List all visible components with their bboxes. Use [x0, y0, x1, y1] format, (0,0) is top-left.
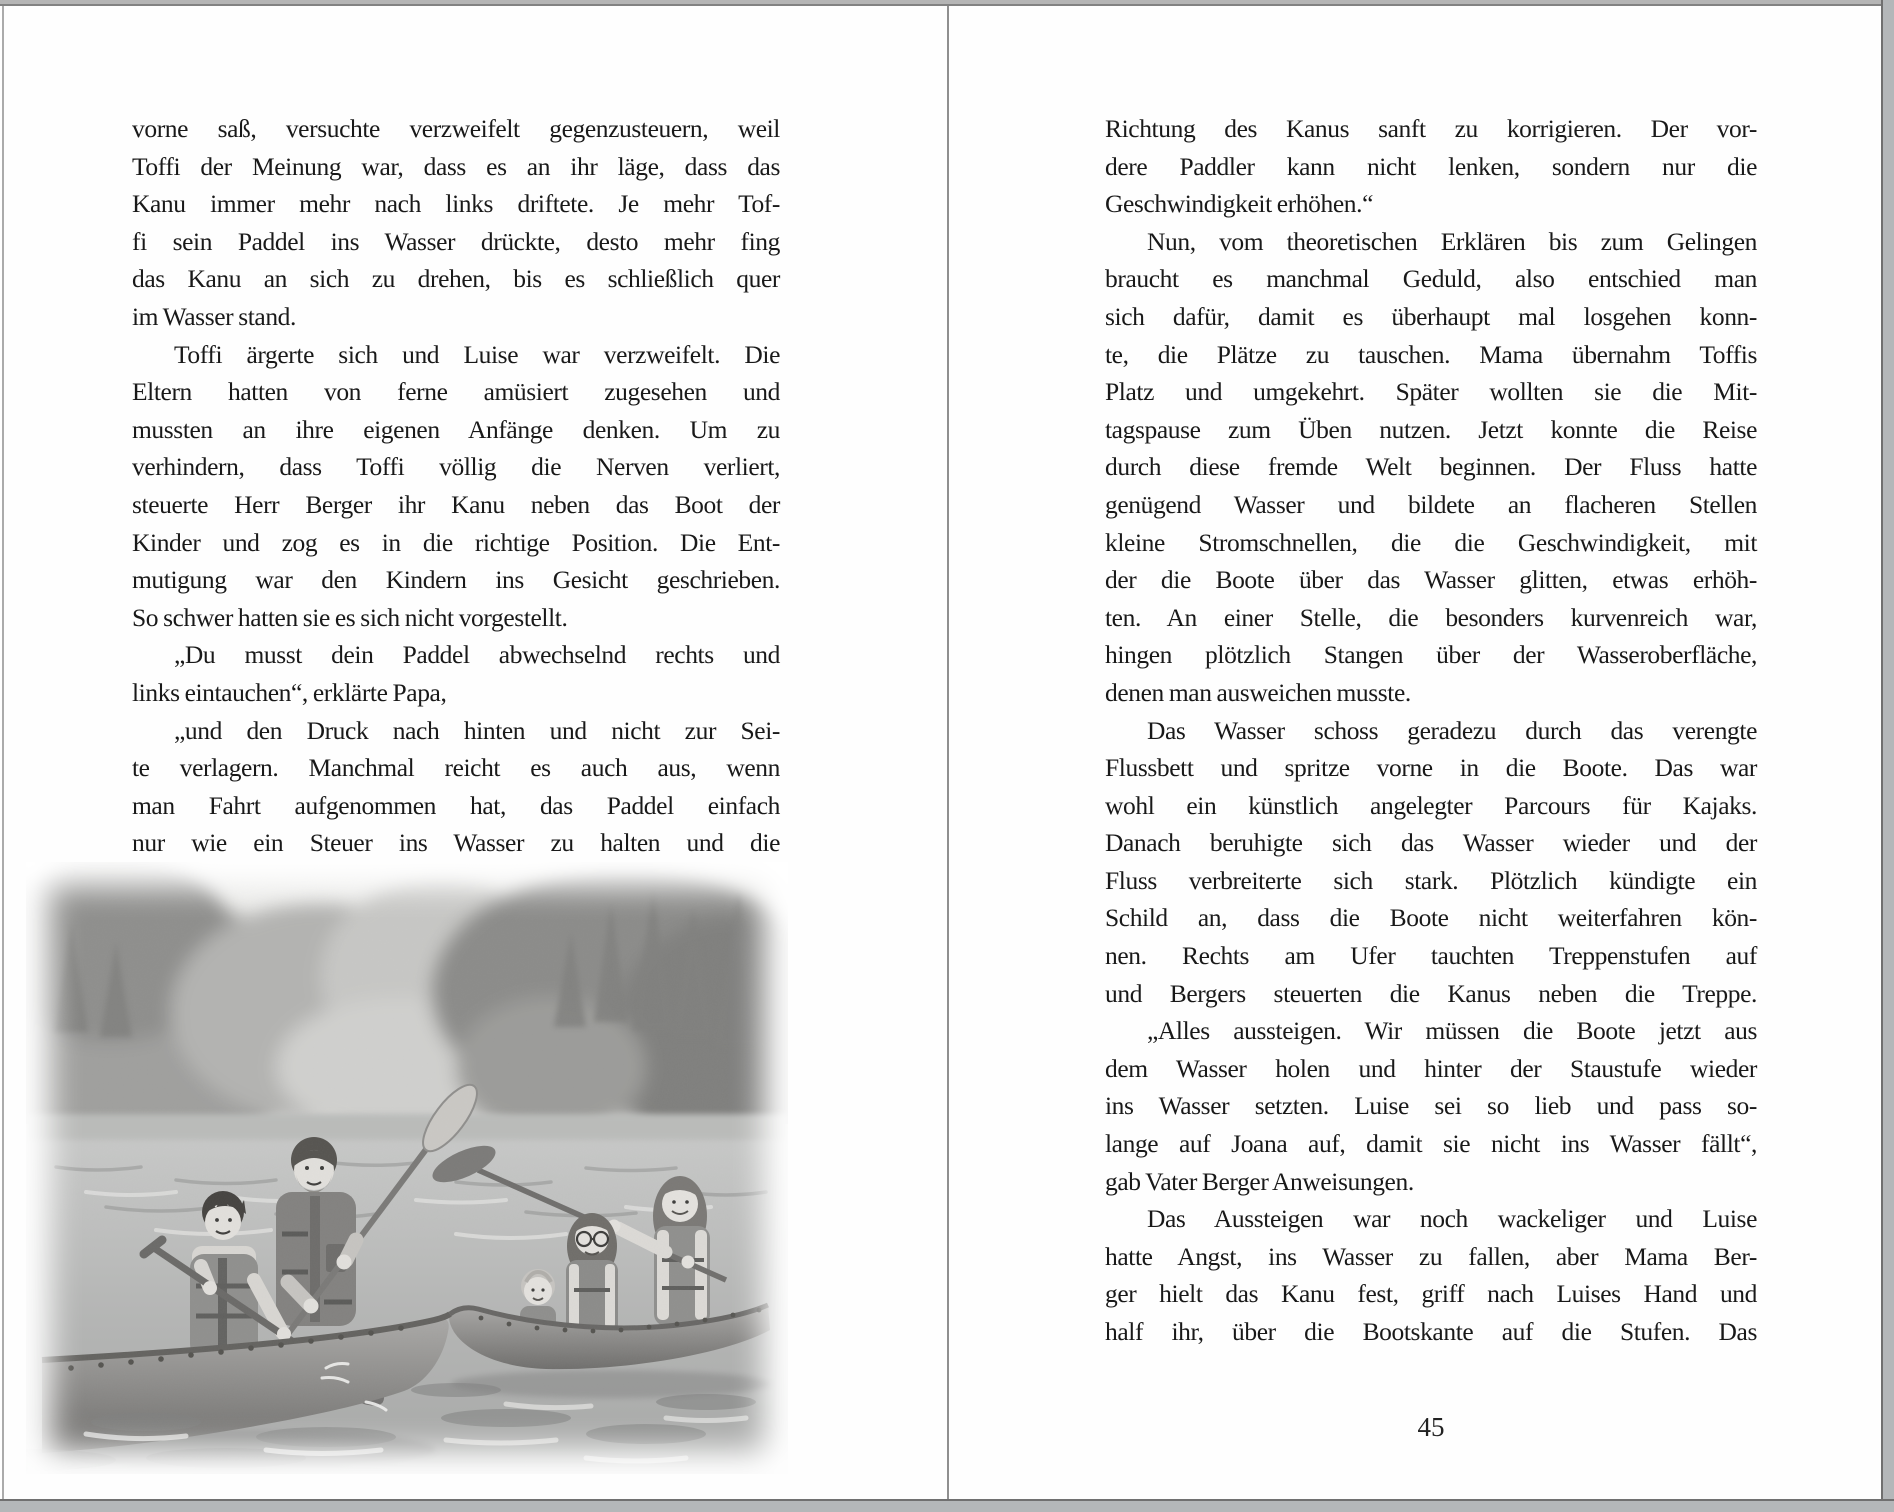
text-line: man Fahrt aufgenommen hat, das Paddel einfach [132, 790, 780, 820]
text-line: te, die Plätze zu tauschen. Mama übernahm Toffis [1105, 339, 1757, 369]
text-line: dem Wasser holen und hinter der Staustufe wieder [1105, 1053, 1757, 1083]
text-line: hingen plötzlich Stangen über der Wasseroberfläche, [1105, 640, 1757, 670]
text-line: Geschwindigkeit erhöhen.“ [1105, 189, 1373, 219]
text-line: Fluss verbreiterte sich stark. Plötzlich kündigte ein [1105, 865, 1757, 895]
text-line: Das Aussteigen war noch wackeliger und Luise [1147, 1204, 1757, 1234]
text-line: Kinder und zog es in die richtige Position. Die Ent- [132, 527, 780, 557]
pencil-grain-texture [26, 862, 788, 1474]
text-line: nur wie ein Steuer ins Wasser zu halten und die [132, 828, 780, 858]
text-line: steuerte Herr Berger ihr Kanu neben das Boot der [132, 489, 780, 519]
window-right-edge [1881, 0, 1894, 1512]
text-line: mutigung war den Kindern ins Gesicht geschrieben. [132, 565, 780, 595]
text-line: Kanu immer mehr nach links driftete. Je mehr Tof- [132, 189, 780, 219]
window-bottom-edge [0, 1499, 1894, 1512]
text-line: im Wasser stand. [132, 301, 297, 331]
text-line: Schild an, dass die Boote nicht weiterfahren kön- [1105, 903, 1757, 933]
family-canoe-river-illustration [26, 862, 788, 1474]
text-line: wohl ein künstlich angelegter Parcours für Kajaks. [1105, 790, 1757, 820]
text-line: vorne saß, versuchte verzweifelt gegenzusteuern, weil [132, 114, 780, 143]
text-line: genügend Wasser und bildete an flacheren Stellen [1105, 489, 1757, 519]
text-line: Platz und umgekehrt. Später wollten sie die Mit- [1105, 377, 1757, 407]
text-line: half ihr, über die Bootskante auf die Stufen. Das [1105, 1317, 1757, 1346]
text-line: und Bergers steuerten die Kanus neben die Treppe. [1105, 978, 1757, 1008]
text-line: der die Boote über das Wasser glitten, etwas erhöh- [1105, 565, 1757, 595]
text-line: dere Paddler kann nicht lenken, sondern nur die [1105, 151, 1757, 181]
text-line: verhindern, dass Toffi völlig die Nerven verliert, [132, 452, 780, 482]
text-line: So schwer hatten sie es sich nicht vorgestellt. [132, 602, 568, 632]
text-line: durch diese fremde Welt beginnen. Der Fluss hatte [1105, 452, 1757, 482]
illustration-canvas [26, 862, 788, 1474]
text-line: mussten an ihre eigenen Anfänge denken. Um zu [132, 414, 780, 444]
text-line: Danach beruhigte sich das Wasser wieder und der [1105, 828, 1757, 858]
text-line: Toffi der Meinung war, dass es an ihr läge, dass das [132, 151, 780, 181]
text-line: Nun, vom theoretischen Erklären bis zum Gelingen [1147, 226, 1757, 256]
text-line: Eltern hatten von ferne amüsiert zugesehen und [132, 377, 780, 407]
text-line: das Kanu an sich zu drehen, bis es schließlich quer [132, 264, 780, 294]
right-page-text [1105, 110, 1757, 1351]
text-line: Das Wasser schoss geradezu durch das verengte [1147, 715, 1757, 745]
text-line: hatte Angst, ins Wasser zu fallen, aber Mama Ber- [1105, 1241, 1757, 1271]
text-line: lange auf Joana auf, damit sie nicht ins Wasser fällt“, [1105, 1129, 1757, 1159]
text-line: links eintauchen“, erklärte Papa, [132, 677, 447, 707]
text-line: Richtung des Kanus sanft zu korrigieren. Der vor- [1105, 114, 1757, 143]
text-line: kleine Stromschnellen, die die Geschwindigkeit, mit [1105, 527, 1757, 557]
text-line: fi sein Paddel ins Wasser drückte, desto mehr fing [132, 226, 780, 256]
text-line: „Du musst dein Paddel abwechselnd rechts und [174, 640, 780, 670]
text-line: sich dafür, damit es überhaupt mal losgehen konn- [1105, 301, 1757, 331]
text-line: ger hielt das Kanu fest, griff nach Luises Hand und [1105, 1279, 1757, 1309]
page-right [949, 6, 1881, 1499]
text-line: gab Vater Berger Anweisungen. [1105, 1166, 1414, 1196]
text-line: te verlagern. Manchmal reicht es auch aus, wenn [132, 753, 780, 783]
text-line: ten. An einer Stelle, die besonders kurvenreich war, [1105, 602, 1757, 632]
text-line: ins Wasser setzten. Luise sei so lieb und pass so- [1105, 1091, 1757, 1121]
text-line: braucht es manchmal Geduld, also entschied man [1105, 264, 1757, 294]
text-line: „und den Druck nach hinten und nicht zur Sei- [174, 715, 780, 745]
text-line: tagspause zum Üben nutzen. Jetzt konnte die Reise [1105, 414, 1757, 444]
text-line: „Alles aussteigen. Wir müssen die Boote jetzt aus [1147, 1016, 1757, 1046]
text-line: Toffi ärgerte sich und Luise war verzweifelt. Die [174, 339, 780, 369]
left-page-text [132, 110, 780, 862]
text-line: nen. Rechts am Ufer tauchten Treppenstufen auf [1105, 941, 1757, 971]
page-number: 45 [1417, 1412, 1445, 1442]
text-line: Flussbett und spritze vorne in die Boote. Das war [1105, 753, 1757, 783]
page-left [4, 6, 947, 1499]
text-line: denen man ausweichen musste. [1105, 677, 1411, 707]
